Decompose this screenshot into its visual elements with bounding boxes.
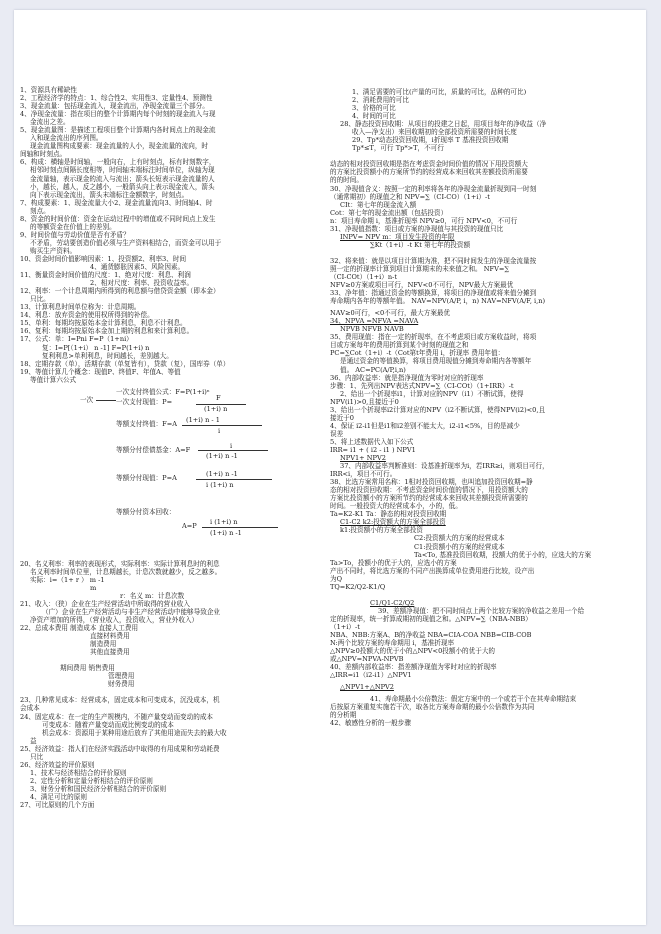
sinking-fund-denominator: (1+i) n -1 bbox=[206, 451, 238, 460]
text-line: 6、构成：横轴是时间轴，一般向右，上有时刻点，标有时刻数字， bbox=[20, 158, 216, 167]
text-line: 值。 AC=PC(A/P,i,n) bbox=[340, 365, 406, 374]
text-line: 机会成本：资源用于某种用途后放弃了其他用途而失去的最大收 bbox=[42, 728, 227, 737]
right-column bbox=[330, 88, 642, 728]
text-line: 25、经济效益：指人们在经济实践活动中取得的有用成果和劳动耗费 bbox=[20, 744, 220, 753]
text-line: 37、内部收益率判断准则：设基准折现率为i，若IRR≥i，则项目可行， bbox=[340, 462, 549, 471]
text-line: 小，越长，越人，反之越小，一般箭头向上表示现金流入，箭头 bbox=[30, 182, 215, 191]
text-line: 42、敏感性分析的一般步骤 bbox=[330, 719, 411, 728]
text-line: 名义利率时间单位里，计息期越长，计息次数就越少，反之越多。 bbox=[30, 567, 222, 576]
text-line: 2、相对尺度：利率、投资收益率。 bbox=[90, 279, 194, 288]
text-line: 16、复利：每期均按原始本金加上期的利息和来计算利息。 bbox=[20, 327, 194, 336]
text-line: n：项目寿命期 i，基准折现率 NPV≥0，可行 NPV<0，不可行 bbox=[330, 216, 518, 225]
text-line: 寿命期内各年的等额年值。 NAV=NPV(A/P, i，n) NAV=NFV(A/F, i,n) bbox=[330, 297, 546, 306]
text-line: 10、资金时间价值影响因素：1、投资额2、利率3、时间 bbox=[20, 254, 187, 263]
text-line: 可变成本：随着产量变动而成比例变动的成本 bbox=[42, 720, 174, 729]
fraction-bar bbox=[202, 527, 278, 528]
text-line: TQ=K2/Q2-K1/Q bbox=[330, 582, 386, 591]
text-line: 或△NPV=NPVA-NPVB bbox=[330, 655, 404, 664]
sinking-fund-label: 等额分付偿债基金：A=F bbox=[116, 445, 191, 454]
text-line: 财务费用 bbox=[108, 680, 135, 689]
text-line: 2、消耗费用的可比 bbox=[352, 96, 409, 105]
text-line: 3、现金流量：包括现金流入，现金流出，净现金流量三个部分。 bbox=[20, 102, 209, 111]
text-line: C2:投资额大的方案的经营成本 bbox=[414, 534, 505, 543]
text-line: 会成本 bbox=[20, 704, 40, 713]
text-line: 4、净现金流量：指在项目的整个计算期内每个时刻的现金流入与现 bbox=[20, 110, 216, 119]
text-line: C1-C2 k2:投资额大的方案全部投资 bbox=[340, 518, 446, 527]
text-line: 36、内部收益率：就是指净现值为零时对应的折现率 bbox=[330, 373, 484, 382]
capital-recovery-body: A=P bbox=[182, 521, 197, 530]
text-line: 是通过资金的等值换算，将项目费用现值分摊到寿命期内各等额年 bbox=[340, 357, 532, 366]
single-payment-label: 一次 bbox=[80, 395, 94, 404]
text-line: 金流量轴，表示现金的流入与流出；箭头长短表示现金流量的人 bbox=[30, 174, 215, 183]
text-line: 刻点。 bbox=[30, 206, 50, 215]
fraction-bar bbox=[196, 479, 272, 480]
text-line: 1、技术与经济相结合的评价原则 bbox=[30, 768, 127, 777]
text-line: 间轴和时刻点。 bbox=[20, 150, 67, 159]
text-line: 11、衡量资金时间价值的尺度：1、绝对尺度：利息、利润 bbox=[20, 271, 191, 280]
text-line: 直接材料费用 bbox=[90, 632, 130, 641]
text-line: 14、利息：放弃资金的使用权所得到的补偿。 bbox=[20, 311, 154, 320]
text-line: 益 bbox=[30, 736, 37, 745]
text-line: 入和现金流出的序列图。 bbox=[30, 134, 103, 143]
document-page bbox=[14, 10, 646, 925]
bracket-line bbox=[96, 400, 116, 401]
text-line: 17、公式：单：I=Pni F=P（1+ni） bbox=[20, 335, 133, 344]
text-line: 照一定的折现率计算到项目计算期末的未来值之和。 NFV=∑ bbox=[330, 264, 510, 273]
text-line: 2、给出一个折现率i1，计算对应的NPV（i1）不断试算，使得 bbox=[340, 389, 524, 398]
text-line: 24、固定成本：在一定的生产规模内，不随产量变动而变动的成本 bbox=[20, 712, 214, 721]
present-value-denominator: i (1+i) n bbox=[206, 480, 234, 489]
single-pv-denominator: (1+i) n bbox=[204, 404, 228, 413]
text-line: 时间。一般投资大的经营成本小，小的，低。 bbox=[330, 502, 462, 511]
text-line: 1、满足需要的可比(产量的可比，质量的可比，品种的可比) bbox=[352, 88, 527, 96]
text-line: k1:投资额小的方案全部投资 bbox=[340, 526, 423, 535]
text-line: 2、工程经济学的特点：1、综合性2、实用性3、定量性4、预测性 bbox=[20, 94, 213, 103]
text-line: r：名义 m：计息次数 bbox=[120, 591, 185, 600]
single-pv-label: 一次支付现值：P= bbox=[116, 397, 173, 406]
text-line: 购买生产资料。 bbox=[30, 246, 77, 255]
text-line: Ta<To, 基准投资回收期，投额大的优于小的，应选大的方案 bbox=[414, 550, 592, 559]
text-line: 现金流量图构成要素：现金流量的人小，现金流量的流向，时 bbox=[30, 142, 209, 151]
text-line: （广）企业在生产经营活动与非生产经营活动中能够导致企业 bbox=[42, 608, 221, 617]
text-line: 12、利率：一个计息周期内所得到的利息额与借贷资金额（即本金） bbox=[20, 287, 220, 296]
text-line: Cot：第七年的现金流出额（包括投资） bbox=[330, 208, 448, 217]
text-line: 4、满足可比的原则 bbox=[30, 793, 87, 801]
text-line: NAV≥0可行，<0不可行，最大方案最优 bbox=[330, 309, 451, 318]
text-line: N:两个比较方案的寿命期用 i，基准折现率 bbox=[330, 639, 455, 648]
text-line: 27、可比原则的几个方面 bbox=[20, 801, 95, 810]
text-line: （CI-COt）（1+i）n-t bbox=[330, 272, 398, 281]
text-line: 净资产增加的所得，（营业收入，投资收入，营业外收入） bbox=[30, 616, 199, 625]
text-line: 的分析期 bbox=[330, 711, 357, 720]
text-line: INPV= NPV m：项目发生投资的年限 bbox=[340, 232, 455, 241]
text-line: 23、几种常见成本：经营成本，固定成本和可变成本，沉没成本，机 bbox=[20, 696, 220, 705]
text-line: 13、计算利息时间单位称为：计息周期。 bbox=[20, 303, 141, 312]
text-line: 动态的相对投资回收期是指在考虑资金时间价值的情况下用投资额大 bbox=[330, 160, 528, 169]
text-line: 39、差额净现值：把不同时间点上两个比较方案的净收益之差用一个给 bbox=[378, 606, 585, 615]
text-line: 29、Tp*动态投资回收期，i折现率 T 基准投资回收期 bbox=[352, 136, 509, 145]
text-line: 2、定性分析和定量分析相结合的评价原则 bbox=[30, 776, 153, 785]
text-line: 只比。 bbox=[30, 295, 50, 304]
text-line: C1:投资额小的方案的经营成本 bbox=[414, 542, 505, 551]
text-line: 误差 bbox=[330, 429, 344, 438]
present-value-label: 等额分付现值：P=A bbox=[116, 473, 177, 482]
text-line: 复：I=P[（1+i） n -1] F=P(1+i) n bbox=[42, 343, 150, 352]
text-line: 31、净现值指数：项目或方案的净现值与其投资的现值只比 bbox=[330, 224, 504, 233]
text-line: △NPV1+△NPV2 bbox=[340, 683, 394, 692]
text-line: 3、财务分析和国民经济分析相结合的评价原则 bbox=[30, 784, 167, 793]
text-line: 制造费用 bbox=[90, 640, 117, 649]
text-line: NPV1+ NPV2 bbox=[340, 454, 386, 463]
text-line: 4、通货膨胀因素5、风险因素。 bbox=[90, 263, 185, 272]
text-line: 26、经济效益的评价原则 bbox=[20, 760, 95, 769]
text-line: 步骤：1、先列出NPV表达式NPV=∑（CI-COt）（1+IRR）-t bbox=[330, 381, 514, 390]
text-line: 金流出之差。 bbox=[30, 118, 70, 127]
text-line: 接近于0 bbox=[330, 413, 354, 422]
text-line: 等值计算六公式 bbox=[30, 375, 77, 384]
text-line: 后按原方案重复实施若干次，取各比方案寿命期的最小公倍数作为共同 bbox=[330, 703, 535, 712]
text-line: 向下表示现金流出，箭头末端标注金额数字，时刻点。 bbox=[30, 190, 189, 199]
text-line: 28、静态投资回收期：从项目的投建之日起，用项目每年的净收益（净 bbox=[340, 120, 547, 129]
text-line: NPV(i1)>0,且接近于0 bbox=[330, 397, 399, 406]
text-line: 19、等值计算几个概念：现值P、终值F、年值A、等值 bbox=[20, 367, 181, 376]
fraction-bar bbox=[198, 450, 268, 451]
text-line: 的方案比投资额小的方案所节约的经营成本来回收其差额投资所需要 bbox=[330, 168, 528, 177]
text-line: 20、名义利率：利率的表现形式，实际利率：实际计算利息时的利息 bbox=[20, 559, 220, 568]
single-pv-numerator: F bbox=[216, 393, 221, 402]
sequence-fv-numerator: (1+i) n - 1 bbox=[186, 415, 220, 424]
capital-recovery-denominator: (1+i) n -1 bbox=[210, 528, 242, 537]
text-line: 8、资金的时间价值：资金在运动过程中的增值或不同时间点上发生 bbox=[20, 214, 216, 223]
text-line: 3、给出一个折现率i2计算对应的NPV（i2不断试算，使得NPV(i2)<0,且 bbox=[330, 405, 546, 414]
text-line: 30、净现值含义：按照一定的利率将各年的净现金流量折现到同一时刻 bbox=[330, 184, 537, 193]
text-line: 40、差额内部收益率：指差额净现值为零时对应的折现率 bbox=[330, 663, 497, 672]
text-line: 相邻时刻点间隔长度相等，时间轴末端标注时间单位，纵轴为现 bbox=[30, 166, 215, 175]
text-line: NPVB NFVB NAVB bbox=[340, 325, 404, 334]
text-line: 实际：i=（1+ r ） m -1 bbox=[30, 575, 105, 584]
text-line: Ta=K2-K1 Ta：静态的相对投资回收期 bbox=[330, 510, 447, 519]
text-line: 产出不同时，将比选方案的不同产出换算成单位费用进行比较，设产出 bbox=[330, 566, 535, 575]
text-line: NBA、NBB:方案A、B的净收益 NBA=CIA-COA NBB=CIB-COB bbox=[330, 631, 532, 639]
capital-recovery-numerator: i (1+i) n bbox=[210, 517, 238, 526]
text-line: △IRR=i1（i2-i1）△NPV1 bbox=[330, 671, 412, 680]
text-line: 22、总成本费用 制造成本 直接人工费用 bbox=[20, 624, 139, 633]
sequence-fv-denominator: i bbox=[218, 426, 221, 435]
text-line: 态的相对投资回收期：不考虑资金时间价值的情况下，用投资额大的 bbox=[330, 486, 528, 495]
text-line: 为Q bbox=[330, 574, 342, 583]
text-line: 4、保证 i2-i1但是i1和i2差别不能太大，i2-i1<5%，目的是减少 bbox=[330, 421, 520, 430]
text-line: Tp*≤T，可行 Tp*>T，不可行 bbox=[352, 144, 444, 153]
text-line: IRR= i1 + ( i2 - i1 ) NPV1 bbox=[330, 445, 416, 454]
text-line: 18、定期存款（单），活期存款（单复皆有），贷款（复），国库券（单） bbox=[20, 359, 230, 368]
present-value-numerator: (1+i) n -1 bbox=[206, 469, 238, 478]
text-line: 34、NPVA =NFVA =NAVA bbox=[330, 317, 419, 326]
capital-recovery-label: 等额分付资本回收： bbox=[116, 507, 176, 516]
left-column bbox=[20, 86, 328, 809]
text-line: ∑Kt（1+i）-t Kt 第七年的投资额 bbox=[370, 240, 471, 249]
text-line: NFV≥0方案或项目可行，NFV<0不可行，NPV最大方案最优 bbox=[330, 281, 514, 290]
text-line: Ta>To，投额小的优于大的，应选小的方案 bbox=[330, 558, 457, 567]
text-line: 9、时间价值与劳动价值是否有矛盾？ bbox=[20, 230, 130, 239]
text-line: 33、净年值：指通过资金的等额换算，将项目的净现值或将来值分摊到 bbox=[330, 289, 537, 298]
text-line: CIt：第七年的现金流入额 bbox=[340, 200, 417, 209]
text-line: IRR<i，项目不可行。 bbox=[330, 470, 397, 479]
text-line: （1+i）-t bbox=[330, 622, 360, 631]
text-line: 4、时间的可比 bbox=[352, 112, 396, 121]
text-line: 定的折现率，统一折算成期初的现值之和。△NPV=∑（NBA-NBB） bbox=[330, 614, 532, 623]
text-line: 15、单利：每期均按原始本金计算利息，利息不计利息。 bbox=[20, 319, 187, 328]
equivalence-formulas bbox=[20, 384, 328, 560]
text-line: 期间费用 销售费用 bbox=[60, 664, 115, 673]
text-line: 5、将上述数据代入如下公式 bbox=[330, 437, 414, 446]
text-line: 5、现金流量图：是描述工程项目整个计算期内各时间点上的现金流 bbox=[20, 126, 216, 135]
text-line: 复利利息>单利利息，时间越长，差别越大。 bbox=[42, 351, 173, 360]
text-line: 41、寿命期最小公倍数法：假定方案中的一个或若干个在其寿命期结束 bbox=[370, 695, 577, 704]
text-line: 1、资源具有稀缺性 bbox=[20, 86, 77, 94]
text-line: 其他直接费用 bbox=[90, 648, 130, 657]
text-line: 的等额资金在价值上的差别。 bbox=[30, 222, 116, 231]
text-line: 38、比选方案常用名称：1相对投资回收期，也叫追加投资回收期=静 bbox=[330, 478, 533, 487]
text-line: 3、价格的可比 bbox=[352, 104, 396, 113]
text-line: △NPV≥0投额大的优于小的△NPV<0投额小的优于大的 bbox=[330, 647, 496, 656]
text-line: 只比 bbox=[30, 752, 44, 761]
text-line: 35、费用现值：指在一定的折现率，在不考虑项目或方案收益时，将项 bbox=[330, 333, 537, 342]
text-line: 不矛盾，劳动要创造价值必须与生产资料相结合，而资金可以用于 bbox=[30, 238, 222, 247]
text-line: 收入—净支出）来回收期初的全部投资所需要的时间长度 bbox=[352, 128, 517, 137]
text-line: 方案比投资额小的方案所节约的经营成本来回收其差额投资所需要的 bbox=[330, 494, 528, 503]
sequence-fv-label: 等额支付终值：F=A bbox=[116, 419, 178, 428]
single-compound-formula: 一次支付终值公式：F=P(1+i)ⁿ bbox=[116, 387, 210, 396]
text-line: 32、将来值：就是以项目计算期为准，把不同时间发生的净现金流量按 bbox=[330, 256, 537, 265]
text-line: 的的时间。 bbox=[330, 176, 363, 185]
text-line: 7、构成要素：1、现金流量大小2、现金流量流向3、时间轴4、时 bbox=[20, 198, 213, 207]
text-line: C1/Q1-C2/Q2 bbox=[370, 598, 415, 607]
text-line: （通常期初）的现值之和 NPV=∑（CI-CO）（1+i）-t bbox=[330, 192, 490, 201]
fraction-bar bbox=[182, 425, 262, 426]
text-line: 管理费用 bbox=[108, 672, 135, 681]
text-line: PC=∑Cot（1+i）-t（Cot第t年费用 i，折现率 费用年值： bbox=[330, 349, 505, 358]
text-line: 目或方案每年的费用折算到某个时刻的现值之和 bbox=[330, 341, 469, 350]
text-line: 21、收入：（狭）企业在生产经营活动中所取得的营业收入 bbox=[20, 599, 190, 608]
sinking-fund-numerator: i bbox=[230, 441, 233, 450]
text-line: m bbox=[90, 583, 97, 592]
